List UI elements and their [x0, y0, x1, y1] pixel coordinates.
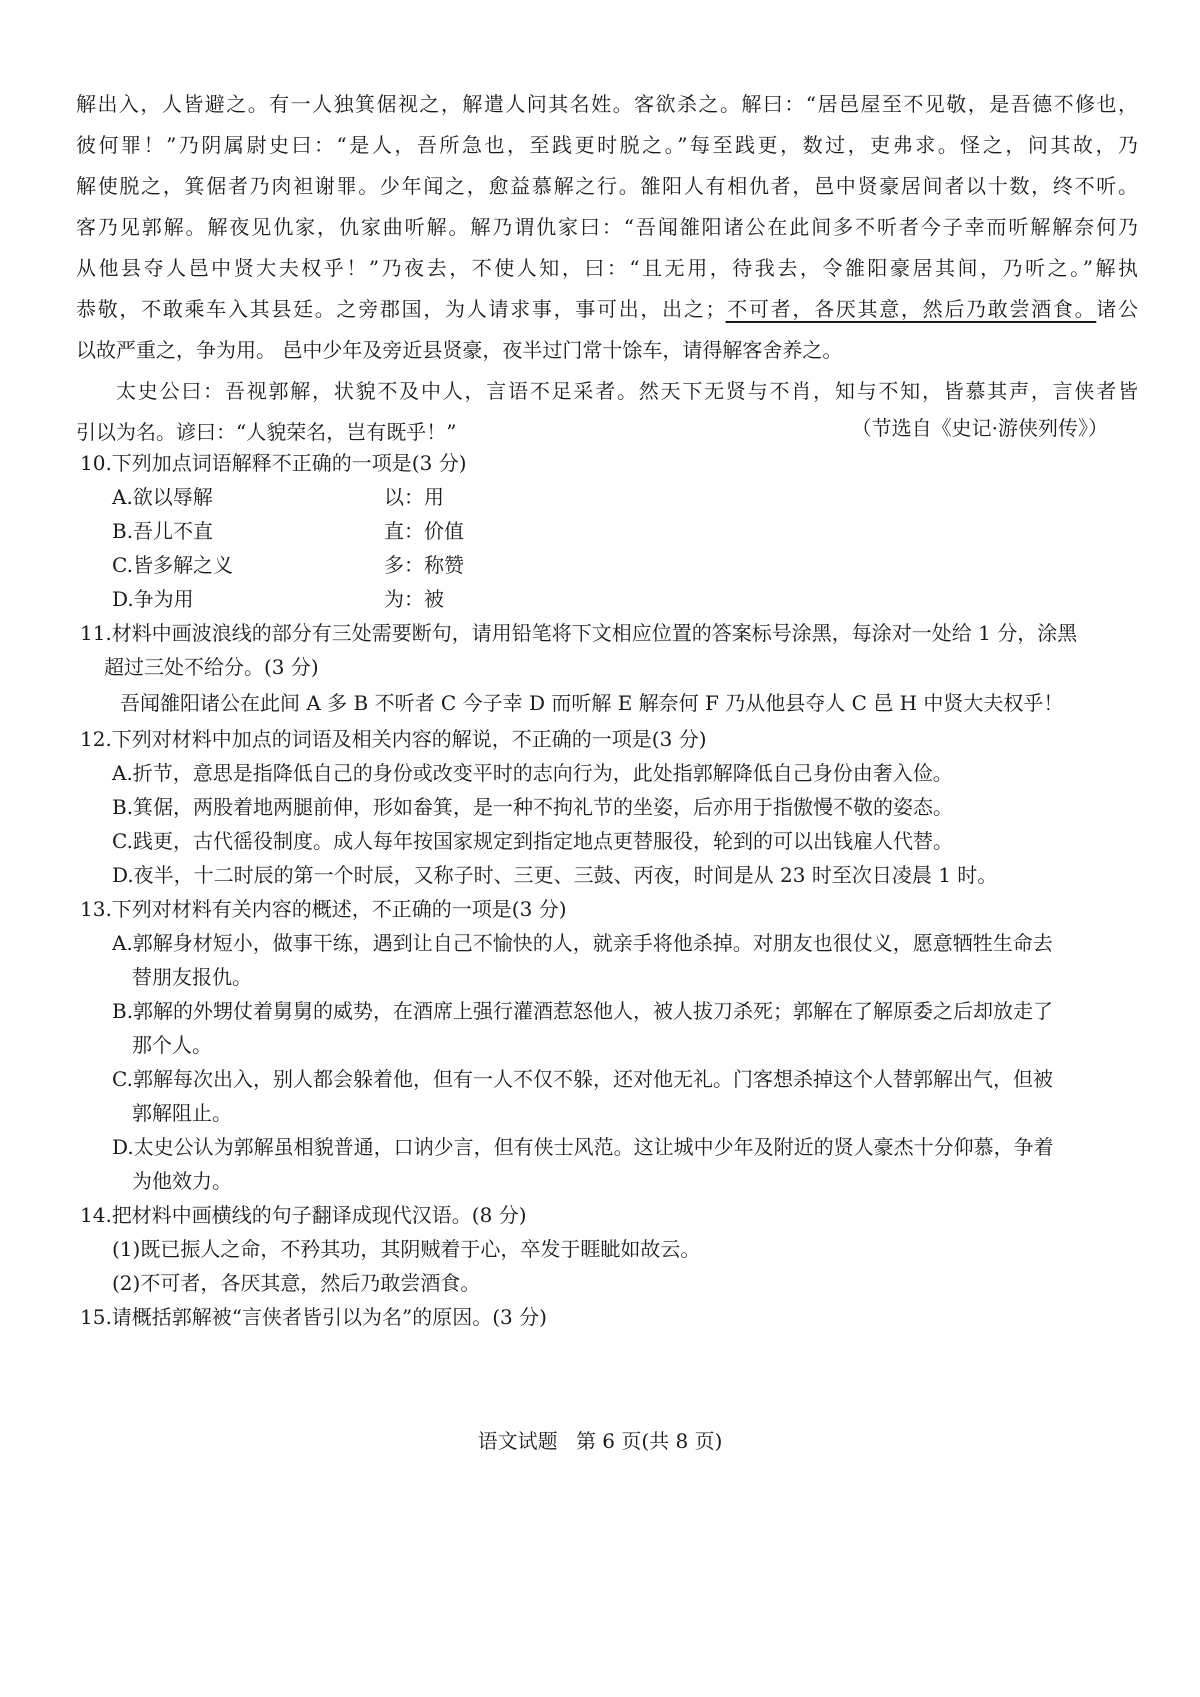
passage-text: 诸公 — [1096, 297, 1139, 321]
passage-line: 太史公曰：吾视郭解，状貌不及中人，言语不足采者。然天下无贤与不肖，知与不知，皆慕其声，言侠者皆 — [116, 379, 1138, 403]
q13-option-cont: 郭解阻止。 — [132, 1101, 232, 1125]
questions — [80, 446, 1140, 1334]
q13-option: B.郭解的外甥仗着舅舅的威势，在酒席上强行灌酒惹怒他人，被人拔刀杀死；郭解在了解原委之后却放走了 — [112, 999, 1054, 1023]
q13-option-cont: 替朋友报仇。 — [132, 965, 252, 989]
passage — [76, 84, 1138, 453]
option-word: B.吾儿不直 — [112, 519, 214, 543]
passage-line: 彼何罪！”乃阴属尉史曰：“是人，吾所急也，至践更时脱之。”每至践更，数过，吏弗求。怪之，问其故，乃 — [76, 133, 1138, 157]
option-word: C.皆多解之义 — [112, 553, 233, 577]
passage-text: 恭敬，不敢乘车入其县廷。之旁郡国，为人请求事，事可出，出之； — [76, 297, 726, 321]
option-meaning: 多：称赞 — [384, 553, 464, 577]
passage-line-with-underline — [76, 289, 1138, 330]
passage-line: 解使脱之，箕倨者乃肉袒谢罪。少年闻之，愈益慕解之行。雒阳人有相仇者，邑中贤豪居间者以十数，终不听。 — [76, 174, 1138, 198]
q12-option: D.夜半，十二时辰的第一个时辰，又称子时、三更、三鼓、丙夜，时间是从 23 时至次日凌晨 1 时。 — [112, 863, 998, 887]
q14-item: (1)既已振人之命，不矜其功，其阴贼着于心，卒发于睚眦如故云。 — [112, 1237, 701, 1261]
q12-option: C.践更，古代徭役制度。成人每年按国家规定到指定地点更替服役，轮到的可以出钱雇人代替。 — [112, 829, 953, 853]
q13-option: D.太史公认为郭解虽相貌普通，口讷少言，但有侠士风范。这让城中少年及附近的贤人豪杰十分仰慕，争着 — [112, 1135, 1054, 1159]
q11-stem: 11.材料中画波浪线的部分有三处需要断句，请用铅笔将下文相应位置的答案标号涂黑，每涂对一处给 1 分，涂黑 — [80, 621, 1078, 645]
q10-option — [80, 480, 1140, 514]
q14-item: (2)不可者，各厌其意，然后乃敢尝酒食。 — [112, 1271, 481, 1295]
footer-subject: 语文试题 — [477, 1429, 558, 1453]
q12-stem: 12.下列对材料中加点的词语及相关内容的解说，不正确的一项是(3 分) — [80, 727, 707, 751]
option-meaning: 以：用 — [384, 485, 444, 509]
page-footer — [0, 1425, 1200, 1454]
q13-option-cont: 为他效力。 — [132, 1169, 232, 1193]
q13-option-cont: 那个人。 — [132, 1033, 212, 1057]
source-citation: （节选自《史记·游侠列传》） — [851, 416, 1108, 440]
q13-option: A.郭解身材短小，做事干练，遇到让自己不愉快的人，就亲手将他杀掉。对朋友也很仗义，愿意牺牲生命去 — [112, 931, 1053, 955]
footer-page-number: 第 6 页(共 8 页) — [575, 1429, 723, 1453]
q10-option — [80, 514, 1140, 548]
q11-stem-cont: 超过三处不给分。(3 分) — [104, 655, 319, 679]
passage-line: 引以为名。谚曰：“人貌荣名，岂有既乎！” — [76, 420, 457, 444]
q10-stem: 10.下列加点词语解释不正确的一项是(3 分) — [80, 451, 467, 475]
q13-stem: 13.下列对材料有关内容的概述，不正确的一项是(3 分) — [80, 897, 567, 921]
passage-line: 从他县夺人邑中贤大夫权乎！”乃夜去，不使人知，曰：“且无用，待我去，令雒阳豪居其间，乃听之。”解执 — [76, 256, 1138, 280]
passage-line: 以故严重之，争为用。 邑中少年及旁近县贤豪，夜半过门常十馀车，请得解客舍养之。 — [76, 338, 843, 362]
q14-stem: 14.把材料中画横线的句子翻译成现代汉语。(8 分) — [80, 1203, 527, 1227]
option-word: A.欲以辱解 — [112, 485, 213, 509]
underlined-sentence: 不可者，各厌其意，然后乃敢尝酒食。 — [725, 297, 1097, 321]
q10-option — [80, 582, 1140, 616]
q10-option — [80, 548, 1140, 582]
option-meaning: 直：价值 — [384, 519, 464, 543]
option-word: D.争为用 — [112, 587, 194, 611]
option-meaning: 为：被 — [384, 587, 444, 611]
q11-sentence: 吾闻雒阳诸公在此间 A 多 B 不听者 C 今子幸 D 而听解 E 解奈何 F 乃从他县夺人 C 邑 H 中贤大夫权乎！ — [120, 691, 1064, 715]
passage-line: 客乃见郭解。解夜见仇家，仇家曲听解。解乃谓仇家曰：“吾闻雒阳诸公在此间多不听者今子幸而听解解奈何乃 — [76, 215, 1138, 239]
q15-stem: 15.请概括郭解被“言侠者皆引以为名”的原因。(3 分) — [80, 1305, 547, 1329]
q12-option: B.箕倨，两股着地两腿前伸，形如畚箕，是一种不拘礼节的坐姿，后亦用于指傲慢不敬的姿态。 — [112, 795, 954, 819]
q12-option: A.折节，意思是指降低自己的身份或改变平时的志向行为，此处指郭解降低自己身份由奢入俭。 — [112, 761, 953, 785]
q13-option: C.郭解每次出入，别人都会躲着他，但有一人不仅不躲，还对他无礼。门客想杀掉这个人替郭解出气，但被 — [112, 1067, 1053, 1091]
passage-line: 解出入，人皆避之。有一人独箕倨视之，解遣人问其名姓。客欲杀之。解曰：“居邑屋至不见敬，是吾德不修也， — [76, 92, 1138, 116]
